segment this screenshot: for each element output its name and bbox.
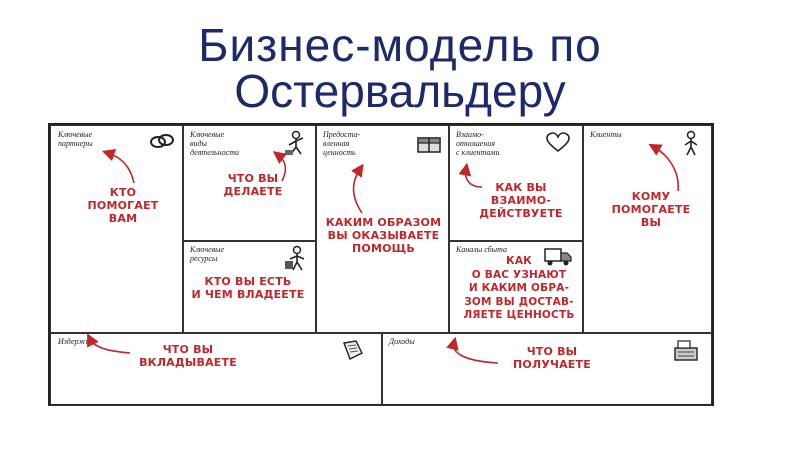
label-key-partners: Ключевые партнеры [58,130,93,148]
note-cost-structure: ЧТО ВЫ ВКЛАДЫВАЕТЕ [139,343,237,369]
block-customer-segments [582,125,712,334]
note-customer-relationships: КАК ВЫ ВЗАИМО- ДЕЙСТВУЕТЕ [479,181,563,220]
note-key-partners: КТО ПОМОГАЕТ ВАМ [87,186,159,225]
note-revenue-streams: ЧТО ВЫ ПОЛУЧАЕТЕ [513,345,591,371]
label-revenue-streams: Доходы [389,337,415,346]
label-cost-structure: Издержки [58,337,94,346]
title-line-2: Остервальдеру [234,65,566,117]
chain-links-icon [149,132,175,150]
price-tag-icon [341,338,365,362]
business-model-canvas [48,123,714,406]
block-revenue-streams [381,332,712,406]
note-value-proposition: КАКИМ ОБРАЗОМ ВЫ ОКАЗЫВАЕТЕ ПОМОЩЬ [325,216,442,255]
note-key-resources: КТО ВЫ ЕСТЬ И ЧЕМ ВЛАДЕЕТЕ [191,275,305,301]
worker-icon [283,130,309,156]
label-key-activities: Ключевые виды деятельности [190,130,239,157]
label-value-proposition: Предоста- вленная ценность [323,130,361,157]
block-customer-relationships [448,125,584,242]
block-key-partners [50,125,184,334]
block-key-activities [182,125,317,242]
label-key-resources: Ключевые ресурсы [190,245,225,263]
gift-box-icon [416,132,442,154]
block-key-resources [182,240,317,334]
label-customer-segments: Клиенты [590,130,622,139]
person-icon [681,130,701,156]
forklift-worker-icon [283,245,309,273]
label-channels: Каналы сбыта [456,245,507,254]
note-customer-segments: КОМУ ПОМОГАЕТЕ ВЫ [611,190,691,229]
note-channels: КАК О ВАС УЗНАЮТ И КАКИМ ОБРА- ЗОМ ВЫ ДОСТАВ- ЛЯЕТЕ ЦЕННОСТЬ [463,255,575,321]
label-customer-relationships: Взаимо- отношения с клиентами [456,130,500,157]
title-line-1: Бизнес-модель по [198,19,602,71]
heart-icon [545,132,571,154]
block-value-proposition [315,125,450,334]
block-cost-structure [50,332,383,406]
note-key-activities: ЧТО ВЫ ДЕЛАЕТЕ [223,172,283,198]
block-channels [448,240,584,334]
cash-register-icon [672,338,700,364]
